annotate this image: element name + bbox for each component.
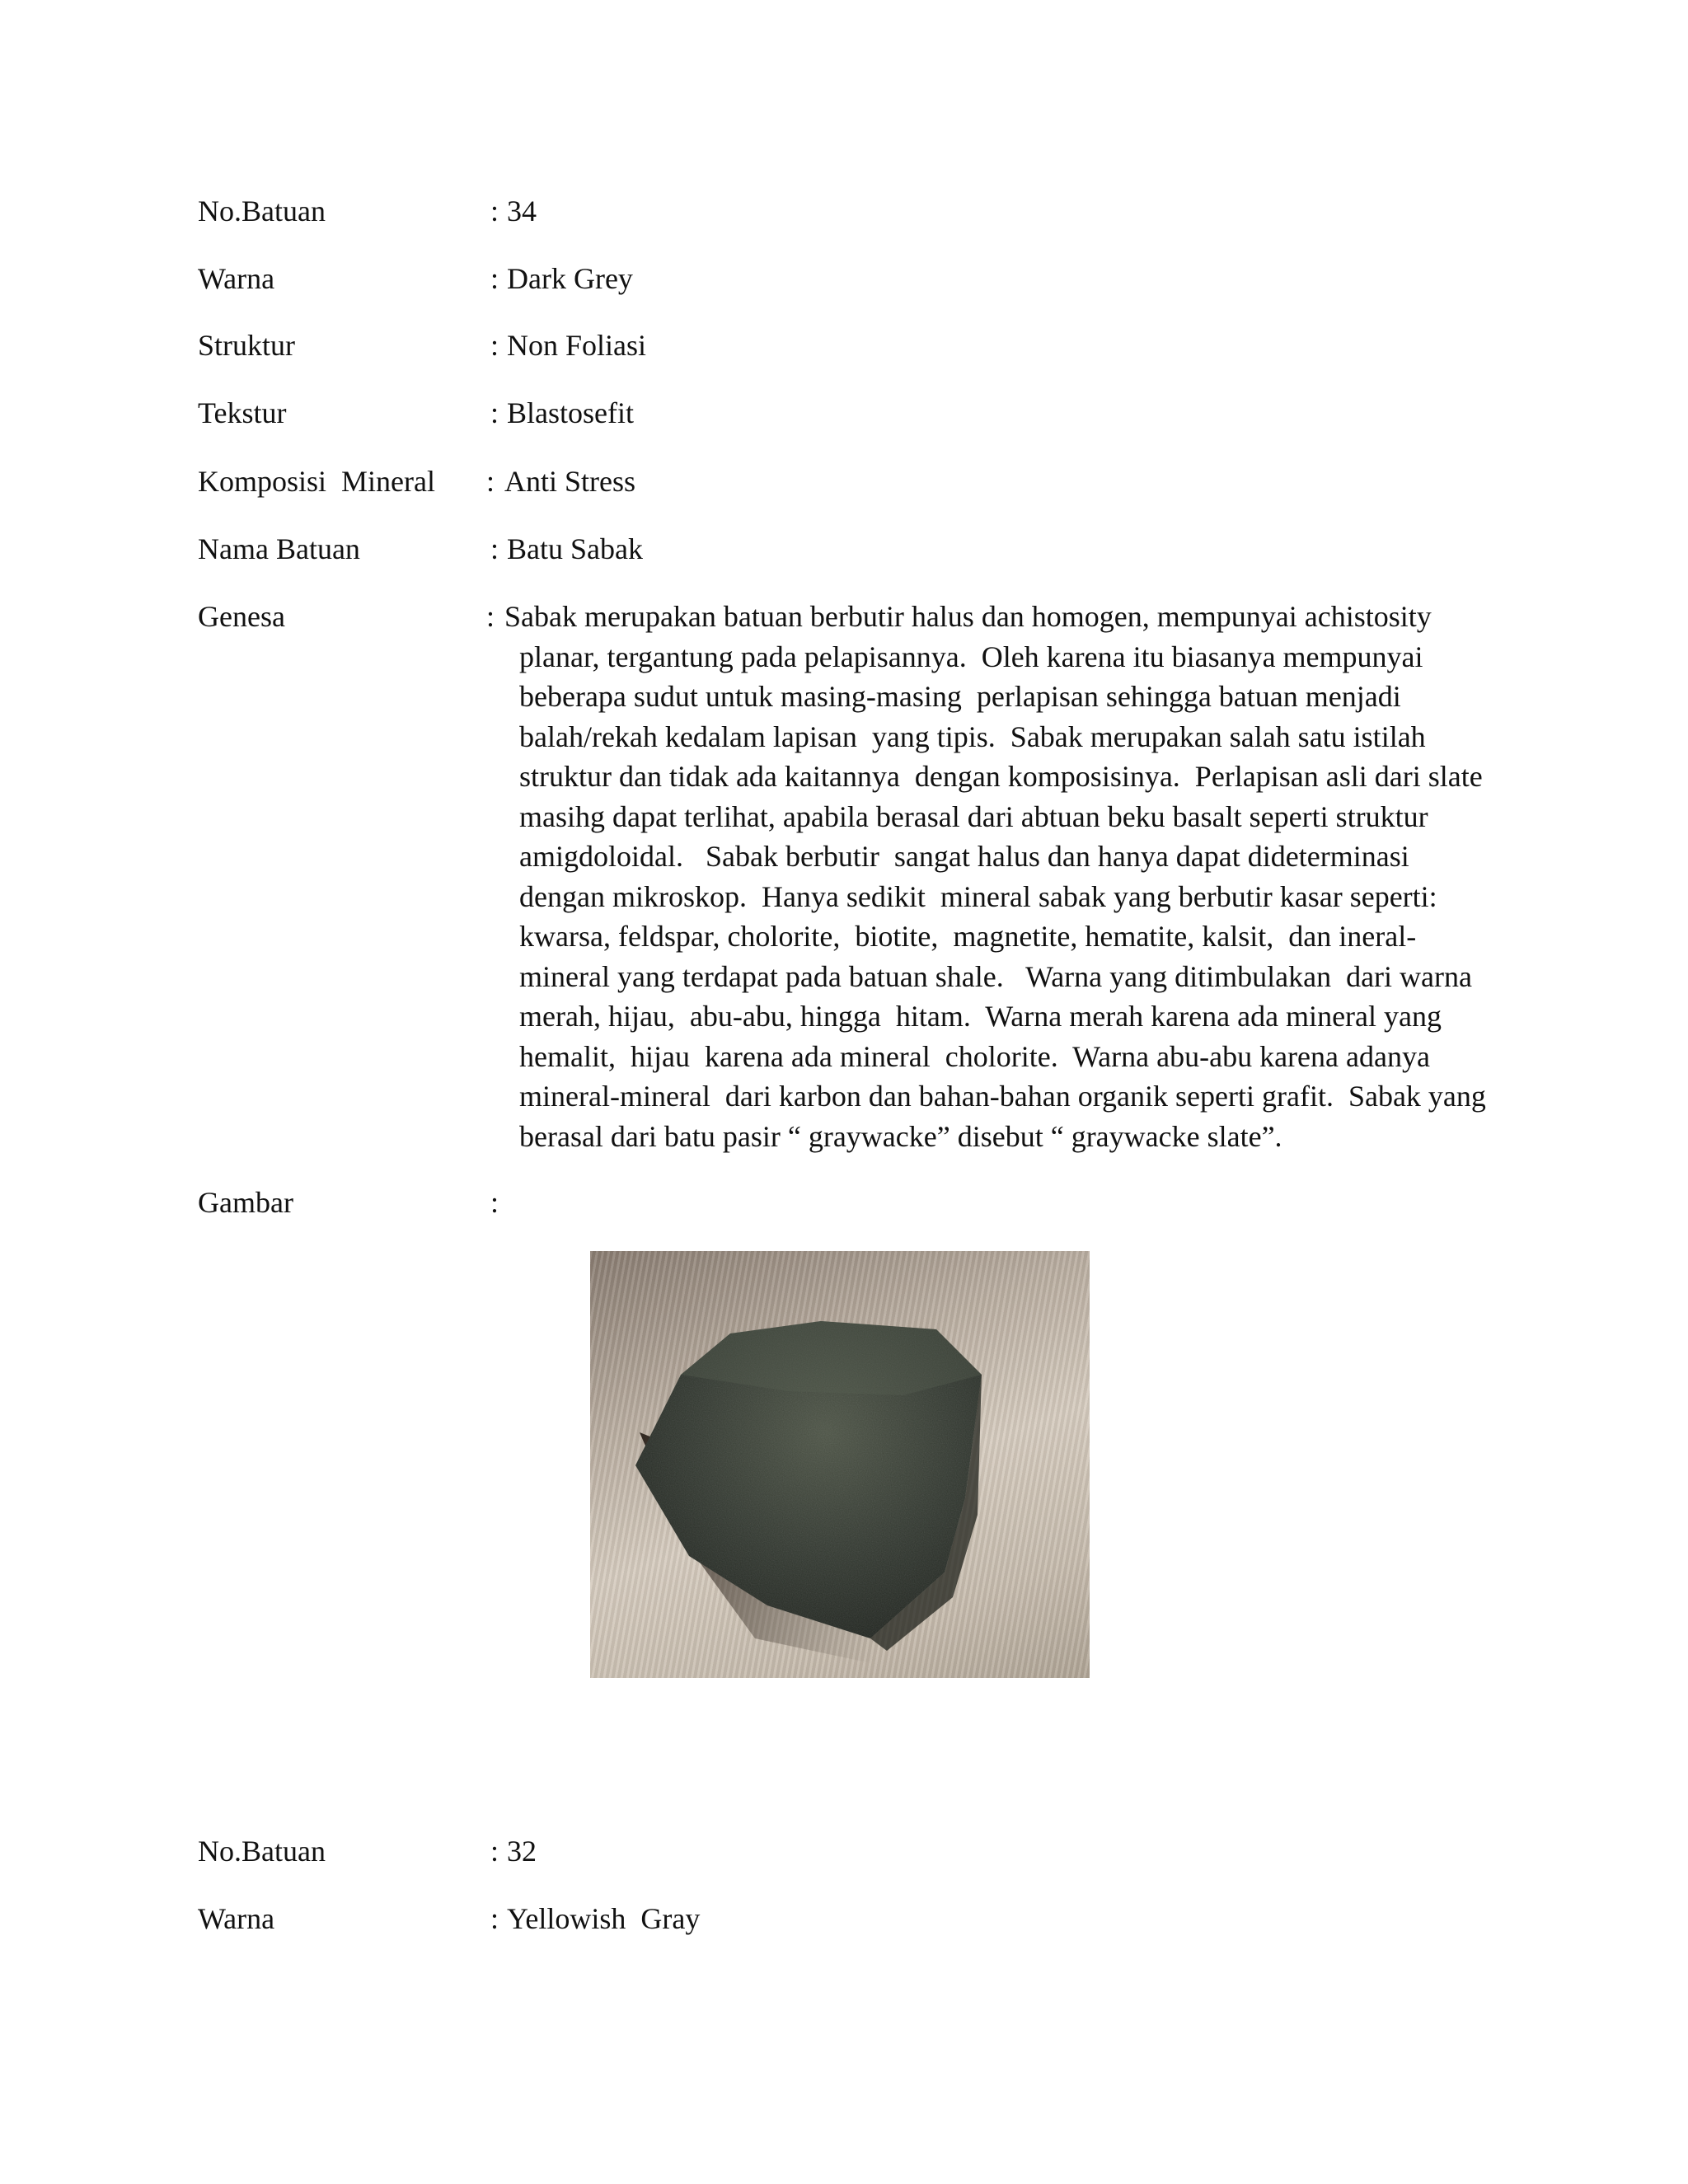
field-label: Tekstur — [198, 396, 287, 429]
rock-photo — [590, 1251, 1090, 1678]
field-value: Batu Sabak — [507, 532, 643, 565]
field-value: Blastosefit — [507, 396, 634, 429]
field-value: Non Foliasi — [507, 329, 647, 362]
field-label: Gambar — [198, 1186, 293, 1219]
genesa-line: hemalit, hijau karena ada mineral cholorite. Warna abu-abu karena adanya — [519, 1039, 1430, 1073]
field-separator: : — [486, 600, 495, 633]
field-value: Yellowish Gray — [507, 1902, 701, 1935]
field-separator: : — [486, 465, 495, 498]
genesa-line: dengan mikroskop. Hanya sedikit mineral sabak yang berbutir kasar seperti: — [519, 879, 1437, 913]
field-separator: : — [490, 396, 499, 429]
genesa-line: struktur dan tidak ada kaitannya dengan komposisinya. Perlapisan asli dari slate — [519, 760, 1483, 793]
field-value: 32 — [507, 1835, 537, 1868]
field-label: Nama Batuan — [198, 532, 360, 565]
field-value: 34 — [507, 194, 537, 227]
field-label: No.Batuan — [198, 194, 326, 227]
genesa-line: mineral yang terdapat pada batuan shale. Warna yang ditimbulakan dari warna — [519, 959, 1472, 993]
field-label: No.Batuan — [198, 1835, 326, 1868]
genesa-paragraph — [504, 597, 1688, 1156]
field-value: Dark Grey — [507, 262, 633, 295]
field-label: Komposisi Mineral — [198, 465, 435, 498]
field-label: Warna — [198, 1902, 275, 1935]
genesa-line: masihg dapat terlihat, apabila berasal dari abtuan beku basalt seperti struktur — [519, 799, 1428, 833]
field-separator: : — [490, 1186, 499, 1219]
field-separator: : — [490, 532, 499, 565]
genesa-line: balah/rekah kedalam lapisan yang tipis. Sabak merupakan salah satu istilah — [519, 719, 1426, 753]
field-label: Warna — [198, 262, 275, 295]
field-separator: : — [490, 329, 499, 362]
field-value: Anti Stress — [504, 465, 636, 498]
field-label: Struktur — [198, 329, 296, 362]
genesa-line: amigdoloidal. Sabak berbutir sangat halus dan hanya dapat dideterminasi — [519, 840, 1409, 873]
field-separator: : — [490, 1902, 499, 1935]
genesa-line: berasal dari batu pasir “ graywacke” disebut “ graywacke slate”. — [519, 1119, 1282, 1153]
genesa-line: planar, tergantung pada pelapisannya. Oleh karena itu biasanya mempunyai — [519, 640, 1423, 673]
field-label: Genesa — [198, 600, 285, 633]
field-separator: : — [490, 194, 499, 227]
genesa-line: mineral-mineral dari karbon dan bahan-bahan organik seperti grafit. Sabak yang — [519, 1080, 1486, 1113]
genesa-line: merah, hijau, abu-abu, hingga hitam. Warna merah karena ada mineral yang — [519, 1000, 1442, 1033]
genesa-line: kwarsa, feldspar, cholorite, biotite, magnetite, hematite, kalsit, dan ineral- — [519, 920, 1417, 953]
field-separator: : — [490, 262, 499, 295]
genesa-line: Sabak merupakan batuan berbutir halus dan homogen, mempunyai achistosity — [504, 600, 1432, 633]
genesa-line: beberapa sudut untuk masing-masing perlapisan sehingga batuan menjadi — [519, 680, 1401, 713]
field-separator: : — [490, 1835, 499, 1868]
